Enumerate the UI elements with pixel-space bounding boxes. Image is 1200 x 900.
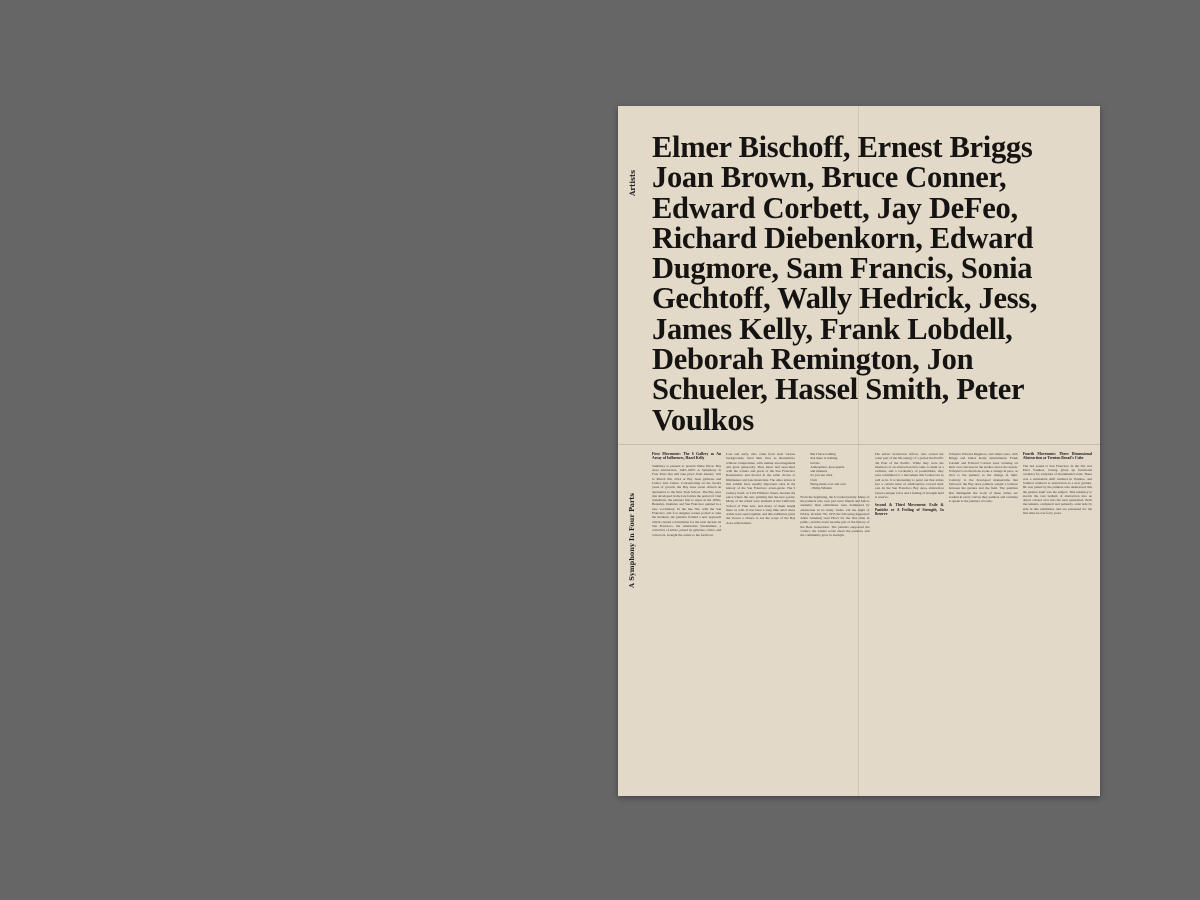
poster [618,106,1100,796]
column-body: The last sound is San Francisco in the 50s was Peter Voulkos, having given up functional ceramics for sculpture of monumental scale. There was a substantial shift realized in Voulkos, and Voulkos returned to abstraction as a new gesture. He was joined by the painters who understood that the gesture itself was the subject. This tendency to stretch the vast bedlam of abstraction into an object carried over into the next generation. Both movements, sculptural and painterly, exist side by side in this exhibition, and are presented for the first time in over forty years. [1022,463,1093,516]
column-body: The artists' downtown offices, who owned the better part of the life energy of a period the Pacific rim East of the Pacific. While they were the inheritors of an abstraction that came to them as a tradition, and a vocabulary of possibilities, they were committed to a movement that looked out as well as in. It is interesting to point out that artists feel a certain kind of ambivalence toward their past. In the San Francisco Bay Area, abstraction found a unique voice and a feeling of strength held in reserve. [874,452,944,499]
column-body: Late and early, who came from such various backgrounds, lived their lives as alternatives, without compromise, with mutual encouragement and great generosity. They knew and associated with the writers and poets of the San Francisco Renaissance and moved in the same circles of filmmakers and jazz musicians. The other artists in this exhibit have equally important roles in the history of the San Francisco avant-garde. The 6 Gallery itself, at 3119 Fillmore Street, became the place where the new painting met the new poetry. Many of the artists were students at the California School of Fine Arts, and many of them taught there as well. It has been a long time since these artists were seen together, and this exhibition gives the viewer a chance to see the scope of the Bay Area achievement. [726,452,796,525]
column-body: Schuyler, Edward Dugmore, and others were, with Briggs and James Kelly, instrumental. Frank Lobdell and Edward Corbett were working on their own canvases in the studios above the streets. Schuyler's recollections evoke a change in pace, as vital to the painters as the change in light. Contrary to the developed mannerisms that followed, the Bay Area painters sought a balance between the gesture and the field. The qualities that distinguish the work of these artists are evident in every canvas they painted, and continue to speak to the painters of today. [948,452,1018,504]
column-2 [726,452,795,790]
text-columns [652,452,1092,790]
column-6 [1023,452,1092,790]
column-5 [949,452,1018,790]
column-4 [875,452,944,790]
side-label-artists: Artists [628,169,637,196]
poster-title: Elmer Bischoff, Ernest Briggs Joan Brown, Bruce Conner, Edward Corbett, Jay DeFeo, Richard Diebenkorn, Edward Dugmore, Sam Francis, Sonia Gechtoff, Wally Hedrick, Jess, James Kelly, Frank Lobdell, Deborah Remington, Jon Schueler, Hassel Smith, Peter Voulkos [652,130,1038,437]
column-heading: First Movement: The 6 Gallery as An Array of Influences, Hazel Kelly [652,452,722,461]
column-heading: Fourth Movement: Three Dimensional Abstraction or Trenton Broad's Cube [1022,452,1093,461]
column-body: Summary is pleased to present Wake Wave: Bay Area Abstraction, 1945–1965: A Symphony in Four Parts that will take place from January 11th to March 8th, 2014 at Bay Area galleries and Cantor Arts Center. Concentrating on the twenty years of growth, the Bay Area scene offered an alternative to the New York School. The Bay Area that developed in the late forties the period of vital transitions, the painters first to ripen, in the 1950s, Berkeley, Oakland, and San Francisco painted in a new vocabulary. In the late 50s, with the San Francisco and Los Angeles scenes poised to take the moment, the painters formed a new approach which created a foundation for the next decade. In San Francisco, the Alternative Streamlines, a collective of artists, joined by galleries, critics, and collectors, brought the artists to the forefront. [652,463,722,537]
fold-line-horizontal [618,444,1100,445]
column-body: From the beginning, the 6 worked jointly. Many of the painters who took part were friends and fellow students; their exhibitions were dominated by abstraction in its many forms. On the night of Friday, October 7th, 1955 the following happened: Allen Ginsberg read Howl for the first time in public, and the event became part of the history of the Beat Generation. The painters supported the writers, the writers wrote about the painters, and the community grew in strength. [800,494,870,538]
column-3 [800,452,869,790]
section-label: A Symphony In Four Parts [628,492,636,588]
column-1 [652,452,721,790]
poem-excerpt: But I have nothing that there is nothing but the Atmosphere, inescapable and timeless So you see what I felt Being made over and over - Philip Whalen [810,452,847,491]
column-heading: Second & Third Movement: Exile & Pastiche or A Feeling of Strength, In Reserve [874,503,944,517]
